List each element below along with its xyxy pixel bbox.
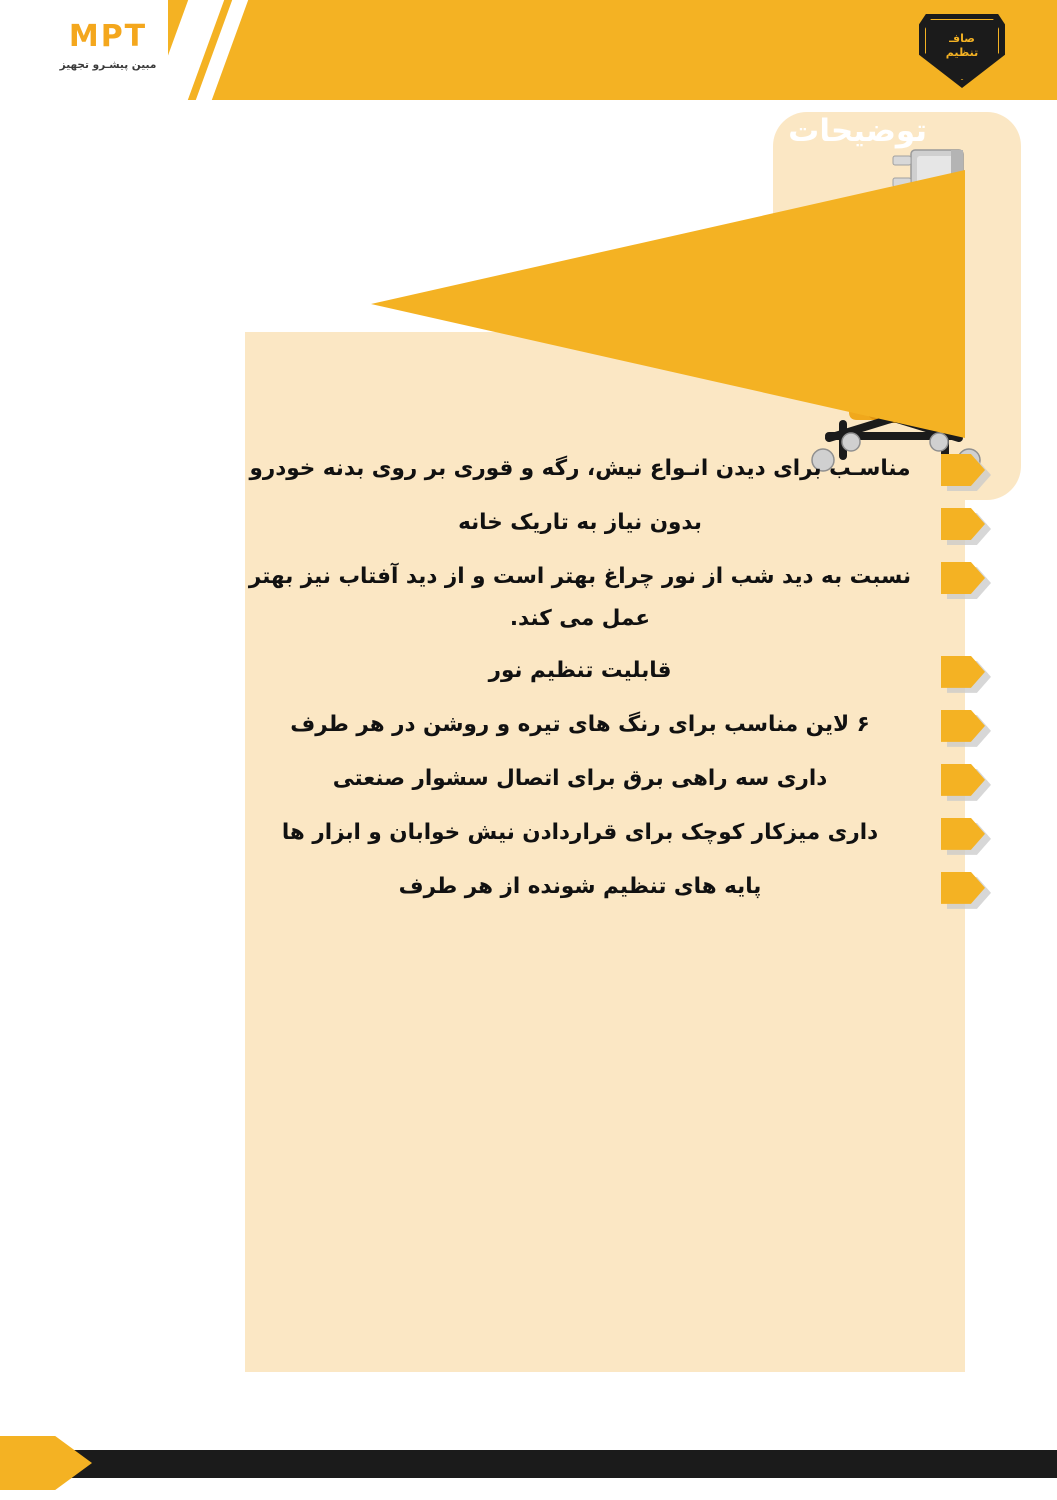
section-title-banner <box>371 170 965 438</box>
chevron-bullet-icon <box>941 764 985 796</box>
shield-line-2: تنظیم <box>945 45 979 59</box>
list-item-text: داری میزکار کوچک برای قراردادن نیش خوابان و ابزار ها <box>281 819 879 845</box>
list-item <box>205 650 965 694</box>
shield-badge-label <box>919 32 1005 60</box>
chevron-bullet-icon <box>941 656 985 688</box>
chevron-bullet-icon <box>941 818 985 850</box>
list-item-text: قابلیت تنظیم نور <box>488 657 672 683</box>
list-item-text: مناسـب برای دیدن انـواع نیش، رگه و قوری بر روی بدنه خودرو <box>249 456 911 481</box>
list-item-text: بدون نیاز به تاریک خانه <box>458 510 702 535</box>
chevron-bullet-icon <box>941 508 985 540</box>
list-item <box>205 758 965 802</box>
chevron-bullet-icon <box>941 872 985 904</box>
shield-line-1: صافـ <box>949 32 975 45</box>
shield-badge-icon <box>919 14 1005 88</box>
company-logo <box>48 19 168 71</box>
feature-list <box>205 448 965 920</box>
chevron-bullet-icon <box>941 562 985 594</box>
list-item <box>205 502 965 546</box>
list-item <box>205 866 965 910</box>
footer-bar <box>0 1450 1057 1478</box>
list-item <box>205 556 965 640</box>
list-item <box>205 812 965 856</box>
list-item <box>205 448 965 492</box>
list-item-text: پایه های تنظیم شونده از هر طرف <box>398 873 762 899</box>
logo-subtitle-text: مبین پیشـرو تجهیز <box>59 59 157 71</box>
chevron-bullet-icon <box>941 710 985 742</box>
footer-arrow-icon <box>0 1436 92 1490</box>
chevron-bullet-icon <box>941 454 985 486</box>
logo-mark-text: MPT <box>68 19 148 54</box>
title-triangle-shape <box>371 170 965 438</box>
list-item-text: نسبت به دید شب از نور چراغ بهتر است و از دید آفتاب نیز بهتر عمل می کند. <box>248 564 912 631</box>
list-item-text: داری سه راهی برق برای اتصال سشوار صنعتی <box>332 765 828 791</box>
page-title: توضیحات <box>788 113 927 149</box>
list-item-text: ۶ لاین مناسب برای رنگ های تیره و روشن در هر طرف <box>290 711 870 737</box>
list-item <box>205 704 965 748</box>
